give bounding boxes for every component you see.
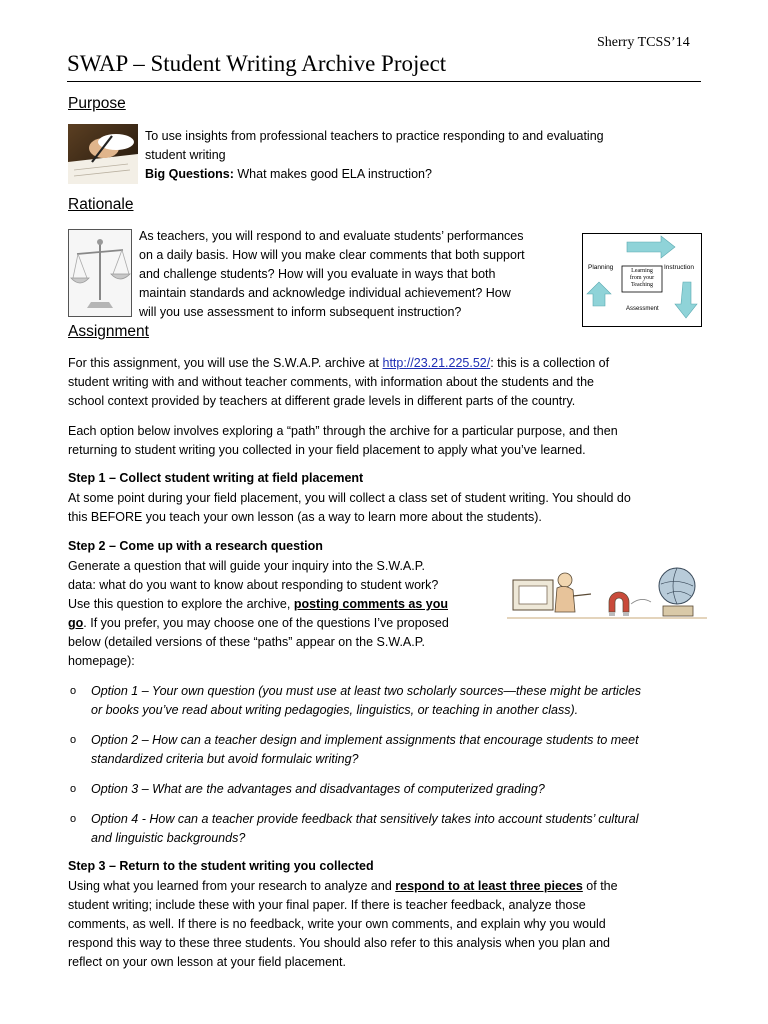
step1-heading: Step 1 – Collect student writing at field placement — [68, 471, 364, 485]
option-3-line-1: Option 3 – What are the advantages and disadvantages of computerized grading? — [91, 782, 545, 796]
option-4-line-1: Option 4 - How can a teacher provide feedback that sensitively takes into account students’ cultural — [91, 812, 639, 826]
assignment-p1-post: : this is a collection of — [490, 356, 610, 370]
rationale-line-1: As teachers, you will respond to and evaluate students’ performances — [139, 229, 524, 243]
option-1-bullet: o — [70, 685, 77, 697]
research-illustration — [507, 560, 707, 630]
option-2 — [91, 731, 639, 769]
step3-line-1-post: of the — [582, 879, 618, 893]
step2-line-1: Generate a question that will guide your inquiry into the S.W.A.P. — [68, 559, 425, 573]
step2-line-3-pre: Use this question to explore the archive, — [68, 597, 294, 611]
big-questions — [145, 165, 604, 184]
rationale-line-4: maintain standards and acknowledge individual achievement? How — [139, 286, 511, 300]
option-2-line-1: Option 2 – How can a teacher design and implement assignments that encourage students to meet — [91, 733, 639, 747]
step1-line-1: At some point during your field placement, you will collect a class set of student writing. You should do — [68, 491, 631, 505]
option-1 — [91, 682, 641, 720]
diagram-label-planning: Planning — [588, 264, 614, 271]
assignment-paragraph-2 — [68, 422, 618, 460]
option-1-line-2: or books you’ve read about writing pedagogies, linguistics, or teaching in another class). — [91, 703, 579, 717]
step3-line-4: respond this way to these three students. You should also refer to this analysis when you plan and — [68, 936, 611, 950]
swap-archive-link[interactable]: http://23.21.225.52/ — [382, 356, 491, 370]
purpose-line-1: To use insights from professional teachers to practice responding to and evaluating — [145, 129, 604, 143]
writing-hand-image — [68, 124, 138, 184]
assignment-p1-pre: For this assignment, you will use the S.W.A.P. archive at — [68, 356, 383, 370]
step2-line-4 — [68, 614, 449, 633]
assignment-p2-line-2: returning to student writing you collected in your field placement to apply what you’ve learned. — [68, 443, 586, 457]
step2-text — [68, 557, 449, 671]
option-3 — [91, 780, 545, 799]
big-questions-label: Big Questions: — [145, 167, 234, 181]
step3-line-3: comments, as well. If there is no feedback, write your own comments, and explain why you would — [68, 917, 606, 931]
rationale-line-2: on a daily basis. How will you make clear comments that both support — [139, 248, 525, 262]
big-questions-text: What makes good ELA instruction? — [233, 167, 432, 181]
assignment-p1-line-2: student writing with and without teacher comments, with information about the students and the — [68, 375, 594, 389]
step3-line-1-pre: Using what you learned from your research to analyze and — [68, 879, 396, 893]
option-2-bullet: o — [70, 734, 77, 746]
step2-line-6: homepage): — [68, 654, 135, 668]
step2-line-5: below (detailed versions of these “paths” appear on the S.W.A.P. — [68, 635, 425, 649]
step3-line-2: student writing; include these with your final paper. If there is teacher feedback, analyze those — [68, 898, 586, 912]
step3-line-5: reflect on your own lesson at your field placement. — [68, 955, 346, 969]
option-4-line-2: and linguistic backgrounds? — [91, 831, 246, 845]
title-rule — [67, 81, 701, 82]
option-1-line-1: Option 1 – Your own question (you must use at least two scholarly sources—these might be articles — [91, 684, 642, 698]
step3-heading: Step 3 – Return to the student writing you collected — [68, 859, 374, 873]
teaching-cycle-diagram — [582, 233, 702, 327]
assignment-p2-line-1: Each option below involves exploring a “path” through the archive for a particular purpose, and then — [68, 424, 618, 438]
option-4-bullet: o — [70, 813, 77, 825]
rationale-line-5: will you use assessment to inform subsequent instruction? — [139, 305, 462, 319]
author-line: Sherry TCSS’14 — [597, 35, 690, 50]
step3-text — [68, 877, 618, 972]
page-title: SWAP – Student Writing Archive Project — [67, 51, 447, 76]
purpose-text — [145, 127, 604, 184]
purpose-heading: Purpose — [68, 95, 126, 112]
diagram-center-line-2: from your — [629, 275, 655, 281]
diagram-center-label — [622, 268, 662, 289]
step2-line-4-post: . If you prefer, you may choose one of the questions I’ve proposed — [83, 616, 449, 630]
step2-line-2: data: what do you want to know about responding to student work? — [68, 578, 439, 592]
diagram-label-assessment: Assessment — [626, 306, 659, 312]
option-2-line-2: standardized criteria but avoid formulaic writing? — [91, 752, 359, 766]
diagram-center-line-1: Learning — [631, 268, 653, 274]
purpose-line-2: student writing — [145, 148, 226, 162]
assignment-p1-line-3: school context provided by teachers at different grade levels in different parts of the country. — [68, 394, 576, 408]
assignment-paragraph-1 — [68, 354, 609, 411]
diagram-center-line-3: Teaching — [631, 282, 653, 288]
posting-comments-emphasis: posting comments as you — [293, 597, 449, 611]
rationale-text — [139, 227, 572, 322]
option-3-bullet: o — [70, 783, 77, 795]
scales-image — [68, 229, 132, 317]
option-4 — [91, 810, 639, 848]
rationale-line-3: and challenge students? How will you evaluate in ways that both — [139, 267, 496, 281]
step1-text — [68, 489, 631, 527]
rationale-heading: Rationale — [68, 196, 134, 213]
diagram-label-instruction: Instruction — [664, 264, 694, 271]
step1-line-2: this BEFORE you teach your own lesson (as a way to learn more about the students). — [68, 510, 542, 524]
assignment-p1-line-1 — [68, 354, 609, 373]
assignment-heading: Assignment — [68, 323, 149, 340]
step2-line-3 — [68, 595, 449, 614]
go-emphasis: go — [68, 616, 84, 630]
step3-line-1 — [68, 877, 618, 896]
respond-three-pieces-emphasis: respond to at least three pieces — [395, 879, 583, 893]
step2-heading: Step 2 – Come up with a research question — [68, 539, 323, 553]
